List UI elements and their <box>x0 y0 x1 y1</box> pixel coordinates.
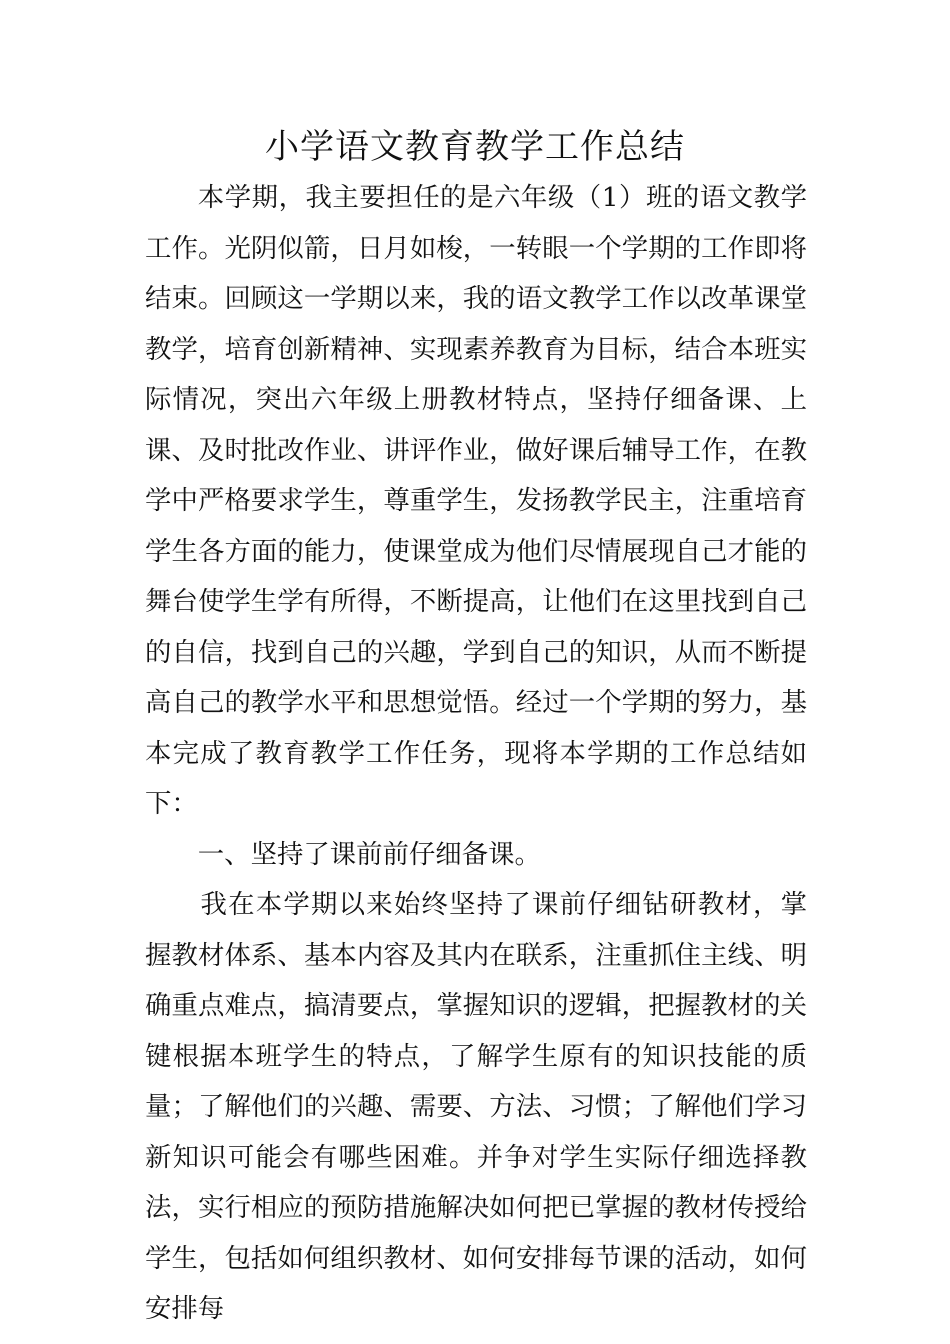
section-heading-1: 一、坚持了课前前仔细备课。 <box>197 838 541 870</box>
document-title: 小学语文教育教学工作总结 <box>265 127 685 167</box>
document-body <box>145 173 807 1335</box>
paragraph-intro: 本学期，我主要担任的是六年级（1）班的语文教学工作。光阴似箭，日月如梭，一转眼一个学期的工作即将结束。回顾这一学期以来，我的语文教学工作以改革课堂教学，培育创新精神、实现素养教育为目标，结合本班实际情况，突出六年级上册教材特点，坚持仔细备课、上课、及时批改作业、讲评作业，做好课后辅导工作，在教学中严格要求学生，尊重学生，发扬教学民主，注重培育学生各方面的能力，使课堂成为他们尽情展现自己才能的舞台使学生学有所得，不断提高，让他们在这里找到自己的自信，找到自己的兴趣，学到自己的知识，从而不断提高自己的教学水平和思想觉悟。经过一个学期的努力，基本完成了教育教学工作任务，现将本学期的工作总结如下： <box>145 182 807 819</box>
paragraph-section-1: 我在本学期以来始终坚持了课前仔细钻研教材，掌握教材体系、基本内容及其内在联系，注重抓住主线、明确重点难点，搞清要点，掌握知识的逻辑，把握教材的关键根据本班学生的特点，了解学生原有的知识技能的质量；了解他们的兴趣、需要、方法、习惯；了解他们学习新知识可能会有哪些困难。并争对学生实际仔细选择教法，实行相应的预防措施解决如何把已掌握的教材传授给学生，包括如何组织教材、如何安排每节课的活动，如何安排每 <box>145 889 807 1324</box>
